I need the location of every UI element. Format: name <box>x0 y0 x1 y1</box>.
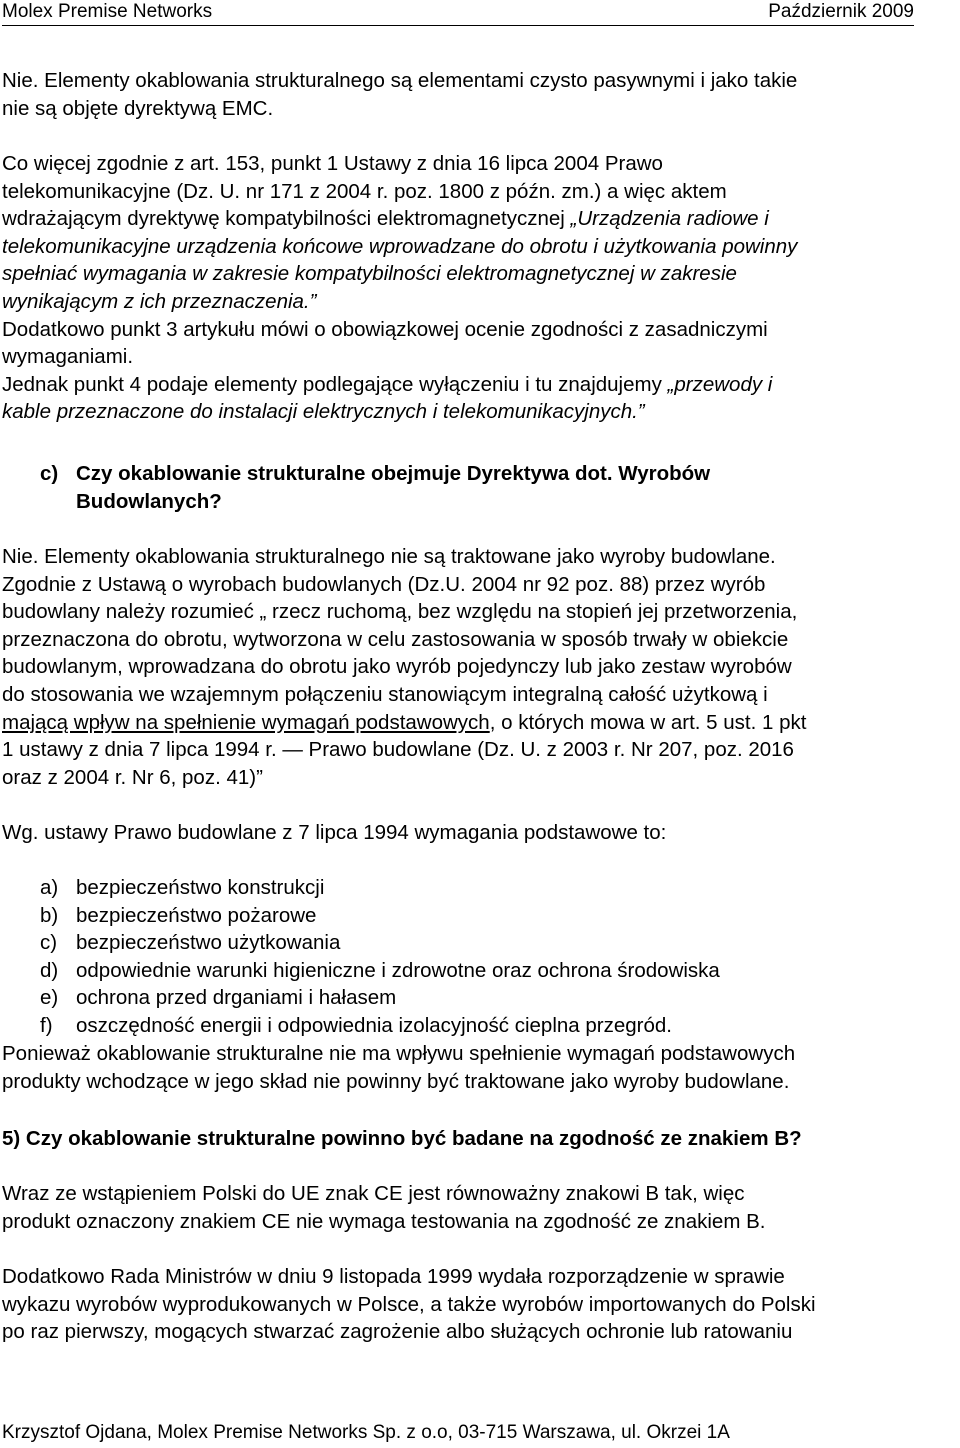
list-item-text: bezpieczeństwo konstrukcji <box>76 876 325 899</box>
list-marker: d) <box>40 958 59 982</box>
text-line: nie są objęte dyrektywą EMC. <box>2 96 274 120</box>
header-rule <box>2 25 914 26</box>
list-item-text: ochrona przed drganiami i hałasem <box>76 986 397 1010</box>
header-date: Październik 2009 <box>768 1 914 22</box>
list-item <box>40 902 720 930</box>
header-company: Molex Premise Networks <box>2 1 213 22</box>
list-marker: f) <box>40 1013 53 1037</box>
text-line: 1 ustawy z dnia 7 lipca 1994 r. — Prawo budowlane (Dz. U. z 2003 r. Nr 207, poz. 2016 <box>2 738 794 762</box>
text-line: oraz z 2004 r. Nr 6, poz. 41)” <box>2 765 263 789</box>
text-line: do stosowania we wzajemnym połączeniu stanowiącym integralną całość użytkową i <box>2 682 768 706</box>
paragraph-requirements-intro <box>2 819 958 847</box>
text-line: Dodatkowo Rada Ministrów w dniu 9 listopada 1999 wydała rozporządzenie w sprawie <box>2 1265 785 1288</box>
question-c-line <box>40 460 940 488</box>
page-header <box>2 0 914 27</box>
text-line: Nie. Elementy okablowania strukturalnego są elementami czysto pasywnymi i jako takie <box>2 69 798 92</box>
quote-span: wynikającym z ich przeznaczenia.” <box>2 289 317 313</box>
question-c-heading <box>40 460 940 515</box>
page-footer: Krzysztof Ojdana, Molex Premise Networks Sp. z o.o, 03-715 Warszawa, ul. Okrzei 1A <box>2 1422 730 1443</box>
list-marker: c) <box>40 931 58 955</box>
text-line: wymaganiami. <box>2 345 134 369</box>
list-item <box>40 929 720 957</box>
list-item-text: odpowiednie warunki higieniczne i zdrowotne oraz ochrona środowiska <box>76 958 720 982</box>
paragraph-conclusion <box>2 1040 958 1095</box>
text-line: Wg. ustawy Prawo budowlane z 7 lipca 1994 wymagania podstawowe to: <box>2 821 667 844</box>
quote-span: telekomunikacyjne urządzenia końcowe wprowadzane do obrotu i użytkowania powinny <box>2 234 798 258</box>
list-item-text: bezpieczeństwo użytkowania <box>76 931 341 955</box>
underlined-phrase: mającą wpływ na spełnienie wymagań podstawowych <box>2 710 490 734</box>
quote-span: kable przeznaczone do instalacji elektrycznych i telekomunikacyjnych.” <box>2 400 645 424</box>
list-marker: a) <box>40 876 59 899</box>
paragraph-telecom-law <box>2 150 958 426</box>
text-line <box>2 398 958 426</box>
text-line: Ponieważ okablowanie strukturalne nie ma wpływu spełnienie wymagań podstawowych <box>2 1042 796 1065</box>
text-span: Jednak punkt 4 podaje elementy podlegające wyłączeniu i tu znajdujemy <box>2 372 668 396</box>
quote-span: spełniać wymagania w zakresie kompatybilności elektromagnetycznej w zakresie <box>2 262 737 286</box>
list-item <box>40 874 720 902</box>
text-line: produkt oznaczony znakiem CE nie wymaga testowania na zgodność ze znakiem B. <box>2 1209 766 1233</box>
text-line <box>2 205 958 233</box>
list-marker: e) <box>40 986 59 1010</box>
text-line <box>2 233 958 261</box>
question-c-continuation: Budowlanych? <box>76 489 222 513</box>
text-line: Wraz ze wstąpieniem Polski do UE znak CE jest równoważny znakowi B tak, więc <box>2 1182 745 1205</box>
paragraph-ce-mark <box>2 1180 958 1235</box>
text-line: przeznaczona do obrotu, wytworzona w celu zastosowania w sposób trwały w obiekcie <box>2 627 789 651</box>
text-line: budowlany należy rozumieć „ rzecz ruchomą, bez względu na stopień jej przetworzenia, <box>2 600 798 624</box>
text-span: , o których mowa w art. 5 ust. 1 pkt <box>489 710 807 734</box>
quote-span: „Urządzenia radiowe i <box>570 207 769 231</box>
question-c-label: c) <box>40 462 59 485</box>
list-item <box>40 984 720 1012</box>
text-line: Co więcej zgodnie z art. 153, punkt 1 Ustawy z dnia 16 lipca 2004 Prawo <box>2 152 663 175</box>
paragraph-building-products <box>2 543 958 791</box>
text-line: Nie. Elementy okablowania strukturalnego nie są traktowane jako wyroby budowlane. <box>2 545 776 568</box>
text-line: telekomunikacyjne (Dz. U. nr 171 z 2004 r. poz. 1800 z późn. zm.) a więc aktem <box>2 179 727 203</box>
requirements-list <box>40 874 720 1040</box>
text-line: budowlanym, wprowadzana do obrotu jako wyrób pojedynczy lub jako zestaw wyrobów <box>2 655 792 679</box>
text-line: Zgodnie z Ustawą o wyrobach budowlanych (Dz.U. 2004 nr 92 poz. 88) przez wyrób <box>2 572 766 596</box>
text-line <box>2 260 958 288</box>
text-line <box>2 709 958 737</box>
list-item <box>40 1012 720 1040</box>
paragraph-regulation <box>2 1263 958 1346</box>
text-line: wykazu wyrobów wyprodukowanych w Polsce, a także wyrobów importowanych do Polski <box>2 1292 816 1316</box>
text-line: Dodatkowo punkt 3 artykułu mówi o obowiązkowej ocenie zgodności z zasadniczymi <box>2 317 768 341</box>
quote-span: „przewody i <box>667 372 773 396</box>
list-marker: b) <box>40 903 59 927</box>
text-line: po raz pierwszy, mogących stwarzać zagrożenie albo służących ochronie lub ratowaniu <box>2 1320 793 1344</box>
text-line: produkty wchodzące w jego skład nie powinny być traktowane jako wyroby budowlane. <box>2 1069 790 1093</box>
question-5-heading: 5) Czy okablowanie strukturalne powinno być badane na zgodność ze znakiem B? <box>2 1127 802 1150</box>
text-line <box>2 371 958 399</box>
list-item-text: oszczędność energii i odpowiednia izolacyjność cieplna przegród. <box>76 1013 672 1037</box>
list-item <box>40 957 720 985</box>
list-item-text: bezpieczeństwo pożarowe <box>76 903 317 927</box>
text-line <box>2 288 958 316</box>
question-c-text: Czy okablowanie strukturalne obejmuje Dyrektywa dot. Wyrobów <box>76 462 711 485</box>
paragraph-emc-answer <box>2 67 958 122</box>
text-span: wdrażającym dyrektywę kompatybilności elektromagnetycznej <box>2 207 571 231</box>
